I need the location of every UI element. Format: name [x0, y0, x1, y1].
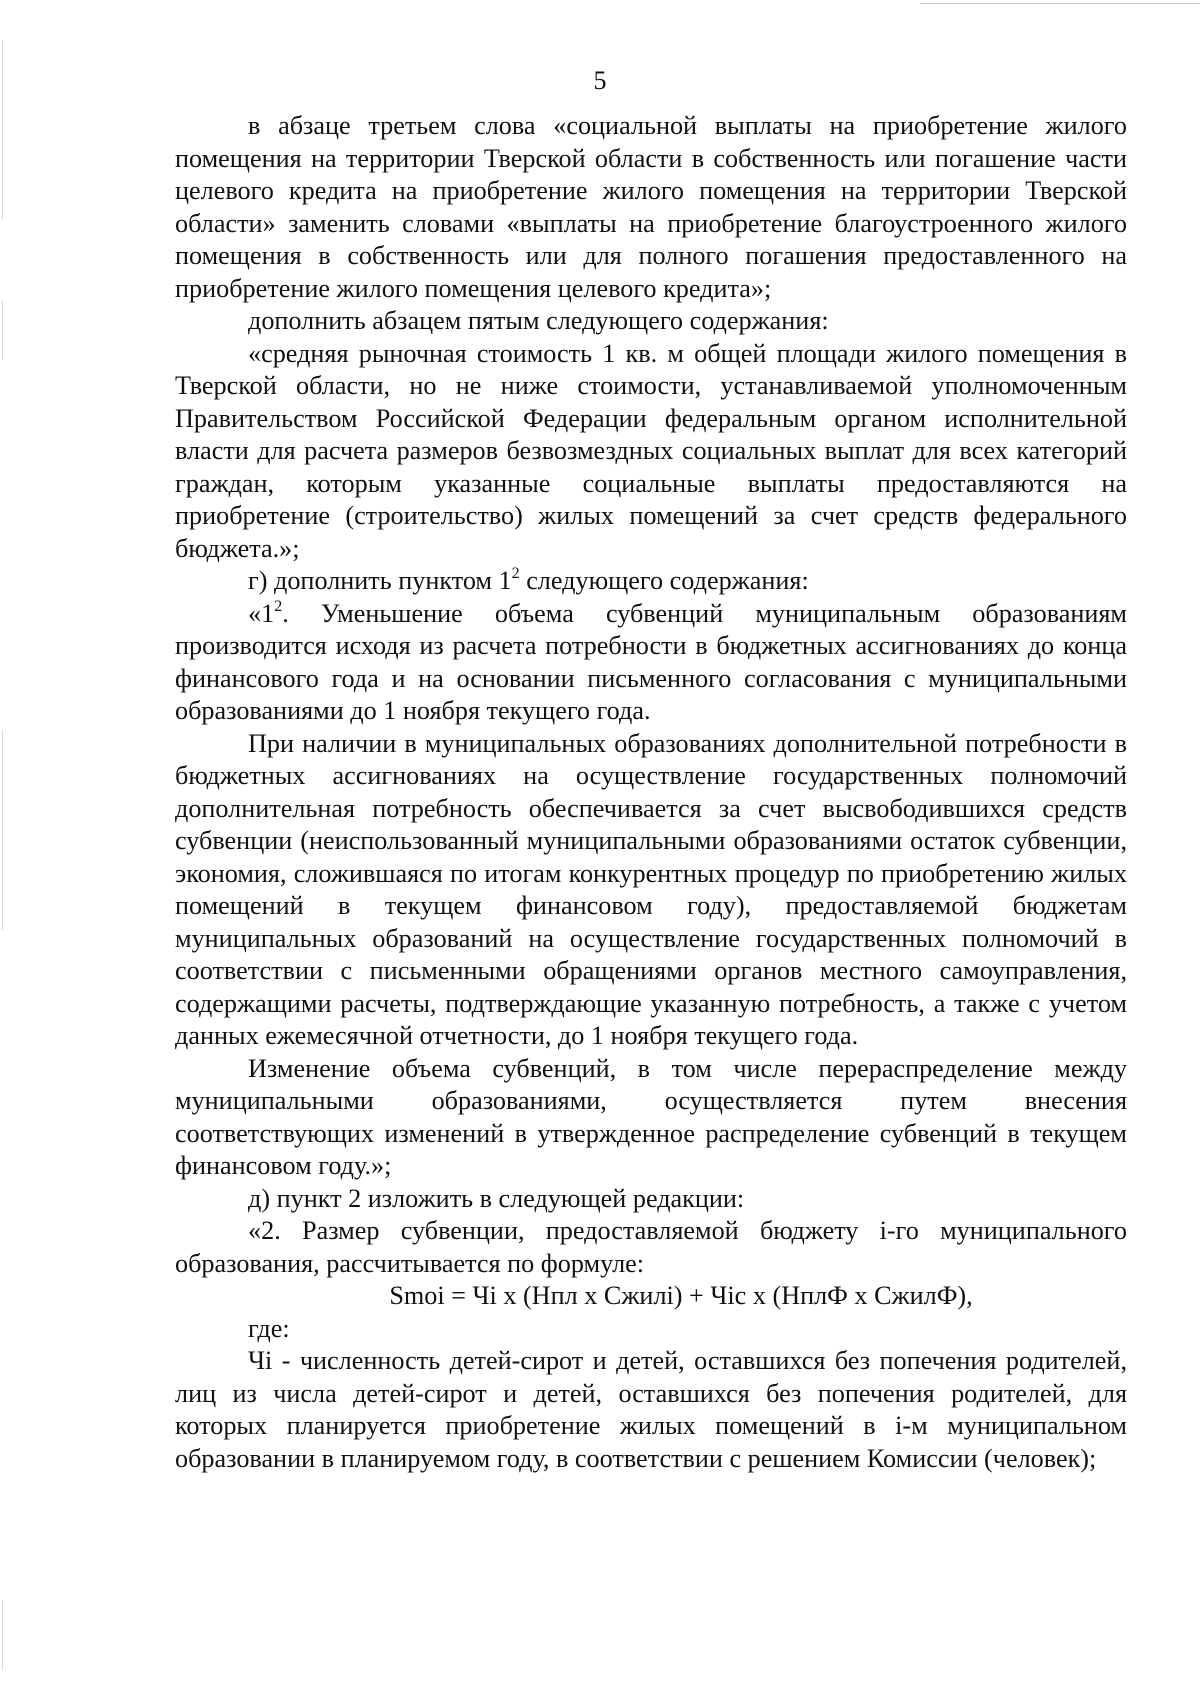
where-label: где:	[248, 1313, 290, 1343]
paragraph: дополнить абзацем пятым следующего содержания:	[248, 306, 829, 335]
paragraph: в абзаце третьем слова «социальной выплаты на приобретение жилого помещения на территории Тверской области в собственность или погашение части целевого кредита на приобретение жилого помещения на территории Тверской области» заменить словами «выплаты на приобретение благоустроенного жилого помещения в собственность или для полного погашения предоставленного на приобретение жилого помещения целевого кредита»;	[175, 111, 1127, 303]
item-g-suffix: следующего содержания:	[519, 566, 809, 595]
page-number: 5	[593, 66, 607, 95]
item-g-prefix: г) дополнить пунктом 1	[248, 566, 512, 595]
superscript: 2	[511, 565, 520, 582]
paragraph: «средняя рыночная стоимость 1 кв. м общей площади жилого помещения в Тверской области, но не ниже стоимости, устанавливаемой уполномоченным Правительством Российской Федерации федеральным органом исполнительной власти для расчета размеров безвозмездных социальных выплат для всех категорий граждан, которым указанные социальные выплаты предоставляются на приобретение (строительство) жилых помещений за счет средств федерального бюджета.»;	[175, 338, 1127, 563]
scan-edge-left	[2, 730, 3, 930]
scan-edge-left-mark	[2, 300, 3, 360]
scan-edge-left	[2, 1600, 3, 1670]
paragraph-item-g	[175, 565, 1127, 598]
clause-text: . Уменьшение объема субвенций муниципальным образованиям производится исходя из расчета потребности в бюджетных ассигнованиях до конца финансового года и на основании письменного согласования с муниципальными образованиями до 1 ноября текущего года.	[175, 598, 1127, 725]
paragraph: Изменение объема субвенций, в том числе перераспределение между муниципальными образованиями, осуществляется путем внесения соответствующих изменений в утвержденное распределение субвенций в текущем финансовом году.»;	[175, 1053, 1127, 1180]
definition-chi: Чі - численность детей-сирот и детей, оставшихся без попечения родителей, лиц из числа детей-сирот и детей, оставшихся без попечения родителей, для которых планируется приобретение жилых помещений в і-м муниципальном образовании в планируемом году, в соответствии с решением Комиссии (человек);	[175, 1346, 1127, 1473]
scan-edge-top	[920, 3, 1200, 4]
paragraph-clause-1-2	[175, 598, 1127, 728]
superscript: 2	[274, 597, 283, 615]
paragraph: «2. Размер субвенции, предоставляемой бюджету і-го муниципального образования, рассчитывается по формуле:	[175, 1216, 1127, 1278]
paragraph: При наличии в муниципальных образованиях дополнительной потребности в бюджетных ассигнованиях на осуществление государственных полномочий дополнительная потребность обеспечивается за счет высвободившихся средств субвенции (неиспользованный муниципальными образованиями остаток субвенции, экономия, сложившаяся по итогам конкурентных процедур по приобретению жилых помещений в текущем финансовом году), предоставляемой бюджетам муниципальных образований на осуществление государственных полномочий в соответствии с письменными обращениями органов местного самоуправления, содержащими расчеты, подтверждающие указанную потребность, а также с учетом данных ежемесячной отчетности, до 1 ноября текущего года.	[175, 728, 1127, 1050]
clause-prefix: «1	[248, 598, 275, 628]
formula: Smoi = Чі х (Нпл х Сжилі) + Чіс х (НплФ х СжилФ),	[389, 1281, 973, 1310]
paragraph: д) пункт 2 изложить в следующей редакции:	[248, 1183, 745, 1213]
document-body	[175, 110, 1127, 1475]
